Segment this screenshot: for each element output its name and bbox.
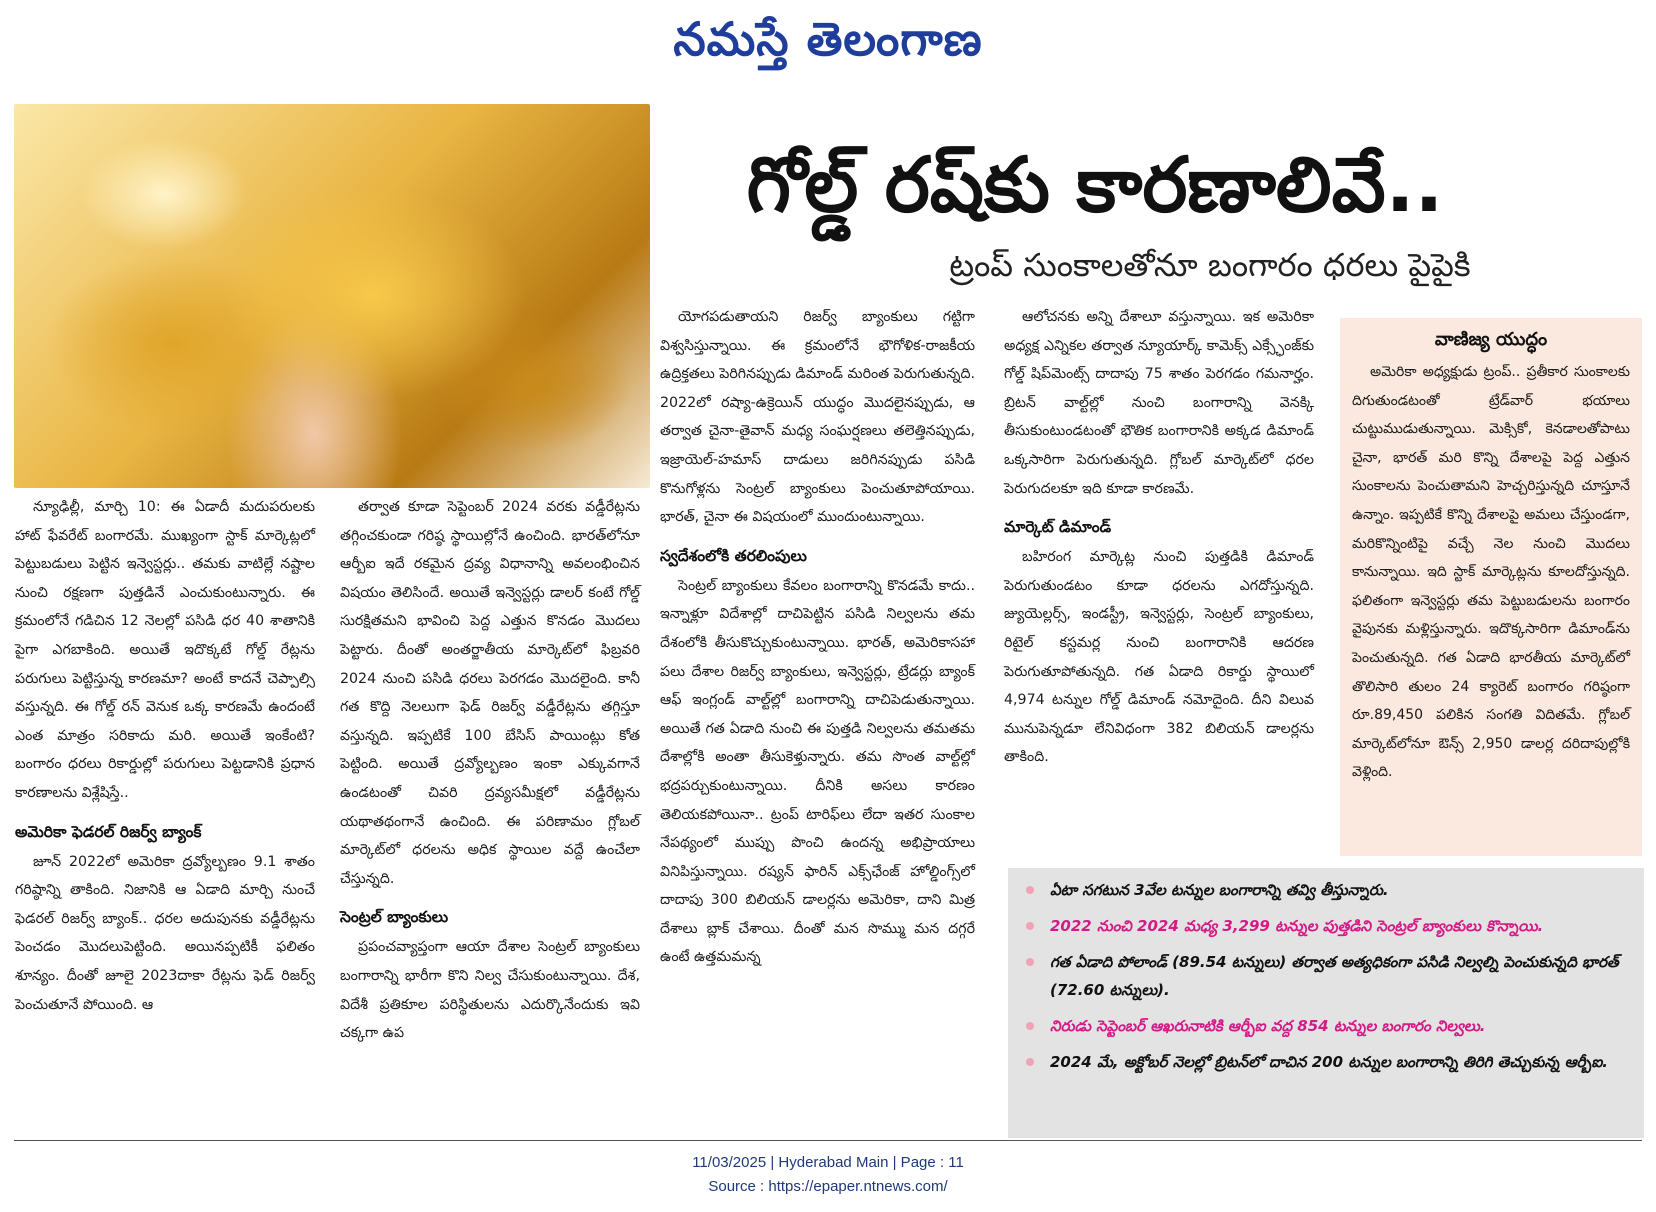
headline: గోల్డ్ రష్‌కు కారణాలివే..	[746, 140, 1444, 229]
paragraph: జూన్ 2022లో అమెరికా ద్రవ్యోల్బణం 9.1 శాతం గరిష్ఠాన్ని తాకింది. నిజానికి ఆ ఏడాది మార్చి నుంచే ఫెడరల్ రిజర్వ్ బ్యాంక్.. ధరల అదుపునకు వడ్డీరేట్లను పెంచడం మొదలుపెట్టింది. అయినప్పటికీ ఫలితం శూన్యం. దీంతో జూలై 2023దాకా రేట్లను ఫెడ్ రిజర్వ్ పెంచుతూనే పోయింది. ఆ	[15, 853, 315, 1013]
fact-text: ఏటా సగటున 3వేల టన్నుల బంగారాన్ని తవ్వి తీస్తున్నారు.	[1050, 881, 1389, 899]
facts-box	[1008, 868, 1644, 1138]
bullet-icon	[1026, 886, 1034, 894]
footer-divider	[14, 1140, 1642, 1141]
footer-edition-info: 11/03/2025 | Hyderabad Main | Page : 11	[692, 1154, 964, 1171]
masthead-logo: నమస్తే తెలంగాణ	[673, 12, 983, 66]
paragraph: సెంట్రల్ బ్యాంకులు కేవలం బంగారాన్ని కొనడమే కాదు.. ఇన్నాళ్లూ విదేశాల్లో దాచిపెట్టిన పసిడి నిల్వలను తమ దేశంలోకి తీసుకొచ్చుకుంటున్నాయి. భారత్, అమెరికాసహా పలు దేశాల రిజర్వ్ బ్యాంకులు, ఇన్వెస్టర్లు, ట్రేడర్లు బ్యాంక్ ఆఫ్ ఇంగ్లండ్ వాల్ట్‌ల్లో బంగారాన్ని దాచిపెడుతున్నాయి. అయితే గత ఏడాది నుంచి ఈ పుత్తడి నిల్వలను తమతమ దేశాల్లోకి అంతా తీసుకెళ్తున్నారు. తమ సొంత వాల్ట్‌ల్లో భద్రపర్చుకుంటున్నాయి. దీనికి అసలు కారణం తెలియకపోయినా.. ట్రంప్ టారిఫ్‌లు లేదా ఇతర సుంకాల నేపథ్యంలో ముప్పు పొంచి ఉందన్న అభిప్రాయాలు వినిపిస్తున్నాయి. రష్యన్ ఫారిన్ ఎక్స్‌ఛేంజ్ హోల్డింగ్స్‌లో దాదాపు 300 బిలియన్ డాలర్లను అమెరికా, దాని మిత్ర దేశాలు బ్లాక్ చేశాయి. దీంతో మన సొమ్ము మన దగ్గరే ఉంటే ఉత్తమమన్న	[660, 577, 975, 966]
fact-text: నిరుడు సెప్టెంబర్ ఆఖరునాటికి ఆర్బీఐ వద్ద 854 టన్నుల బంగారం నిల్వలు.	[1050, 1017, 1486, 1035]
fact-item	[1020, 1012, 1634, 1040]
fact-text: 2024 మే, అక్టోబర్ నెలల్లో బ్రిటన్‌లో దాచిన 200 టన్నుల బంగారాన్ని తిరిగి తెచ్చుకున్న ఆర్బీఐ.	[1050, 1053, 1608, 1071]
article-column-4	[1004, 303, 1314, 772]
trade-war-sidebar	[1340, 318, 1642, 856]
paragraph: ప్రపంచవ్యాప్తంగా ఆయా దేశాల సెంట్రల్ బ్యాంకులు బంగారాన్ని భారీగా కొని నిల్వ చేసుకుంటున్నాయి. దేశ, విదేశీ ప్రతికూల పరిస్థితులను ఎదుర్కొనేందుకు ఇవి చక్కగా ఉప	[340, 939, 640, 1042]
fact-item	[1020, 876, 1634, 904]
paragraph: బహిరంగ మార్కెట్ల నుంచి పుత్తడికి డిమాండ్ పెరుగుతుండటం కూడా ధరలను ఎగదోస్తున్నది. జ్యుయెల్లర్స్, ఇండస్ట్రీ, ఇన్వెస్టర్లు, సెంట్రల్ బ్యాంకులు, రిటైల్ కస్టమర్ల నుంచి బంగారానికి ఆదరణ పెరుగుతూపోతున్నది. గత ఏడాది రికార్డు స్థాయిలో 4,974 టన్నుల గోల్డ్ డిమాండ్ నమోదైంది. దీని విలువ మునుపెన్నడూ లేనివిధంగా 382 బిలియన్ డాలర్లను తాకింది.	[1004, 549, 1314, 766]
subheadline: ట్రంప్ సుంకాలతోనూ బంగారం ధరలు పైపైకి	[949, 246, 1471, 284]
footer-source: Source : https://epaper.ntnews.com/	[708, 1178, 948, 1195]
fact-text: గత ఏడాది పోలాండ్ (89.54 టన్నులు) తర్వాత అత్యధికంగా పసిడి నిల్వల్ని పెంచుకున్నది భారత్ (72.60 టన్నులు).	[1050, 953, 1619, 999]
paragraph: యోగపడుతాయని రిజర్వ్ బ్యాంకులు గట్టిగా విశ్వసిస్తున్నాయి. ఈ క్రమంలోనే భౌగోళిక-రాజకీయ ఉద్రిక్తతలు పెరిగినప్పుడు డిమాండ్ మరింత పెరుగుతున్నది. 2022లో రష్యా-ఉక్రెయిన్ యుద్ధం మొదలైనప్పుడు, ఆ తర్వాత చైనా-తైవాన్ మధ్య సంఘర్షణలు తలెత్తినప్పుడు, ఇజ్రాయెల్-హమాస్ దాడులు జరిగినప్పుడు పసిడి కొనుగోళ్లను సెంట్రల్ బ్యాంకులు పెంచుతూపోయాయి. భారత్, చైనా ఈ విషయంలో ముందుంటున్నాయి.	[660, 309, 975, 526]
bullet-icon	[1026, 958, 1034, 966]
paragraph: ఆలోచనకు అన్ని దేశాలూ వస్తున్నాయి. ఇక అమెరికా అధ్యక్ష ఎన్నికల తర్వాత న్యూయార్క్ కామెక్స్ ఎక్స్ఛేంజ్‌కు గోల్డ్ షిప్‌మెంట్స్ దాదాపు 75 శాతం పెరగడం గమనార్హం. బ్రిటన్ వాల్ట్‌ల్లో నుంచి బంగారాన్ని వెనక్కి తీసుకుంటుండటంతో భౌతిక బంగారానికి అక్కడ డిమాండ్ ఒక్కసారిగా పెరుగుతున్నది. గ్లోబల్ మార్కెట్‌లో ధరల పెరుగుదలకూ ఇది కూడా కారణమే.	[1004, 309, 1314, 497]
sidebar-body: అమెరికా అధ్యక్షుడు ట్రంప్.. ప్రతీకార సుంకాలకు దిగుతుండటంతో ట్రేడ్‌వార్ భయాలు చుట్టుముడుతున్నాయి. మెక్సికో, కెనడాలతోపాటు చైనా, భారత్ మరి కొన్ని దేశాలపై పెద్ద ఎత్తున సుంకాలను పెంచుతామని హెచ్చరిస్తున్నది చూస్తూనే ఉన్నాం. ఇప్పటికే కొన్ని దేశాలపై అమలు చేస్తుండగా, మరికొన్నింటిపై వచ్చే నెల నుంచి మొదలు కానున్నాయి. ఇది స్టాక్ మార్కెట్లను కూలదోస్తున్నది. ఫలితంగా ఇన్వెస్టర్లు తమ పెట్టుబడులను బంగారం వైపునకు మళ్లిస్తున్నారు. ఇదొక్కసారిగా డిమాండ్‌ను పెంచుతున్నది. గత ఏడాది భారతీయ మార్కెట్‌లో తొలిసారి తులం 24 క్యారెట్ బంగారం గరిష్ఠంగా రూ.89,450 పలికిన సంగతి విదితమే. గ్లోబల్ మార్కెట్‌లోనూ ఔన్స్ 2,950 డాలర్ల దరిదాపుల్లోకి వెళ్లింది.	[1352, 364, 1630, 781]
section-heading: స్వదేశంలోకి తరలింపులు	[660, 546, 807, 565]
section-heading: మార్కెట్ డిమాండ్	[1004, 518, 1112, 537]
fact-text: 2022 నుంచి 2024 మధ్య 3,299 టన్నుల పుత్తడిని సెంట్రల్ బ్యాంకులు కొన్నాయి.	[1050, 917, 1544, 935]
bullet-icon	[1026, 1058, 1034, 1066]
article-column-3	[660, 303, 975, 972]
fact-item	[1020, 1048, 1634, 1076]
section-heading: సెంట్రల్ బ్యాంకులు	[340, 908, 449, 927]
article-column-1	[15, 493, 315, 1019]
section-heading: అమెరికా ఫెడరల్ రిజర్వ్ బ్యాంక్	[15, 822, 202, 841]
fact-item	[1020, 912, 1634, 940]
paragraph: తర్వాత కూడా సెప్టెంబర్ 2024 వరకు వడ్డీరేట్లను తగ్గించకుండా గరిష్ఠ స్థాయిల్లోనే ఉంచింది. భారత్‌లోనూ ఆర్బీఐ ఇదే రకమైన ద్రవ్య విధానాన్ని అవలంభించిన విషయం తెలిసిందే. అయితే ఇన్వెస్టర్లు డాలర్ కంటే గోల్డ్ సురక్షితమని భావించి పెద్ద ఎత్తున కొనడం మొదలు పెట్టారు. దీంతో అంతర్జాతీయ మార్కెట్‌లో ఫిబ్రవరి 2024 నుంచి పసిడి ధరలు పెరగడం మొదలైంది. కానీ గత కొద్ది నెలలుగా ఫెడ్ రిజర్వ్ వడ్డీరేట్లను తగ్గిస్తూ వస్తున్నది. ఇప్పటికే 100 బేసిస్ పాయింట్లు కోత పెట్టింది. అయితే ద్రవ్యోల్బణం ఇంకా ఎక్కువగానే ఉండటంతో చివరి ద్రవ్యసమీక్షలో వడ్డీరేట్లను యథాతథంగానే ఉంచింది. ఈ పరిణామం గ్లోబల్ మార్కెట్‌లో ధరలను అధిక స్థాయిల వద్దే ఉంచేలా చేస్తున్నది.	[340, 499, 640, 887]
bullet-icon	[1026, 922, 1034, 930]
fact-item	[1020, 948, 1634, 1004]
bullet-icon	[1026, 1022, 1034, 1030]
paragraph: న్యూఢిల్లీ, మార్చి 10: ఈ ఏడాదీ మదుపరులకు హాట్ ఫేవరేట్ బంగారమే. ముఖ్యంగా స్టాక్ మార్కెట్లలో పెట్టుబడులు పెట్టిన ఇన్వెస్టర్లు.. తమకు వాటిల్లే నష్టాల నుంచి రక్షణగా పుత్తడినే ఎంచుకుంటున్నారు. ఈ క్రమంలోనే గడిచిన 12 నెలల్లో పసిడి ధర 40 శాతానికి పైగా ఎగబాకింది. అయితే ఇదొక్కటే గోల్డ్ రేట్లను పరుగులు పెట్టిస్తున్న కారణమా? అంటే కాదనే చెప్పాల్సి వస్తున్నది. ఈ గోల్డ్ రన్ వెనుక ఒక్క కారణమే ఉందంటే ఎంత మాత్రం సరికాదు మరి. అయితే ఇంకేంటి? బంగారం ధరలు రికార్డుల్లో పరుగులు పెట్టడానికి ప్రధాన కారణాలను విశ్లేషిస్తే..	[15, 499, 315, 801]
article-column-2	[340, 493, 640, 1048]
sidebar-title: వాణిజ్య యుద్ధం	[1434, 329, 1548, 350]
